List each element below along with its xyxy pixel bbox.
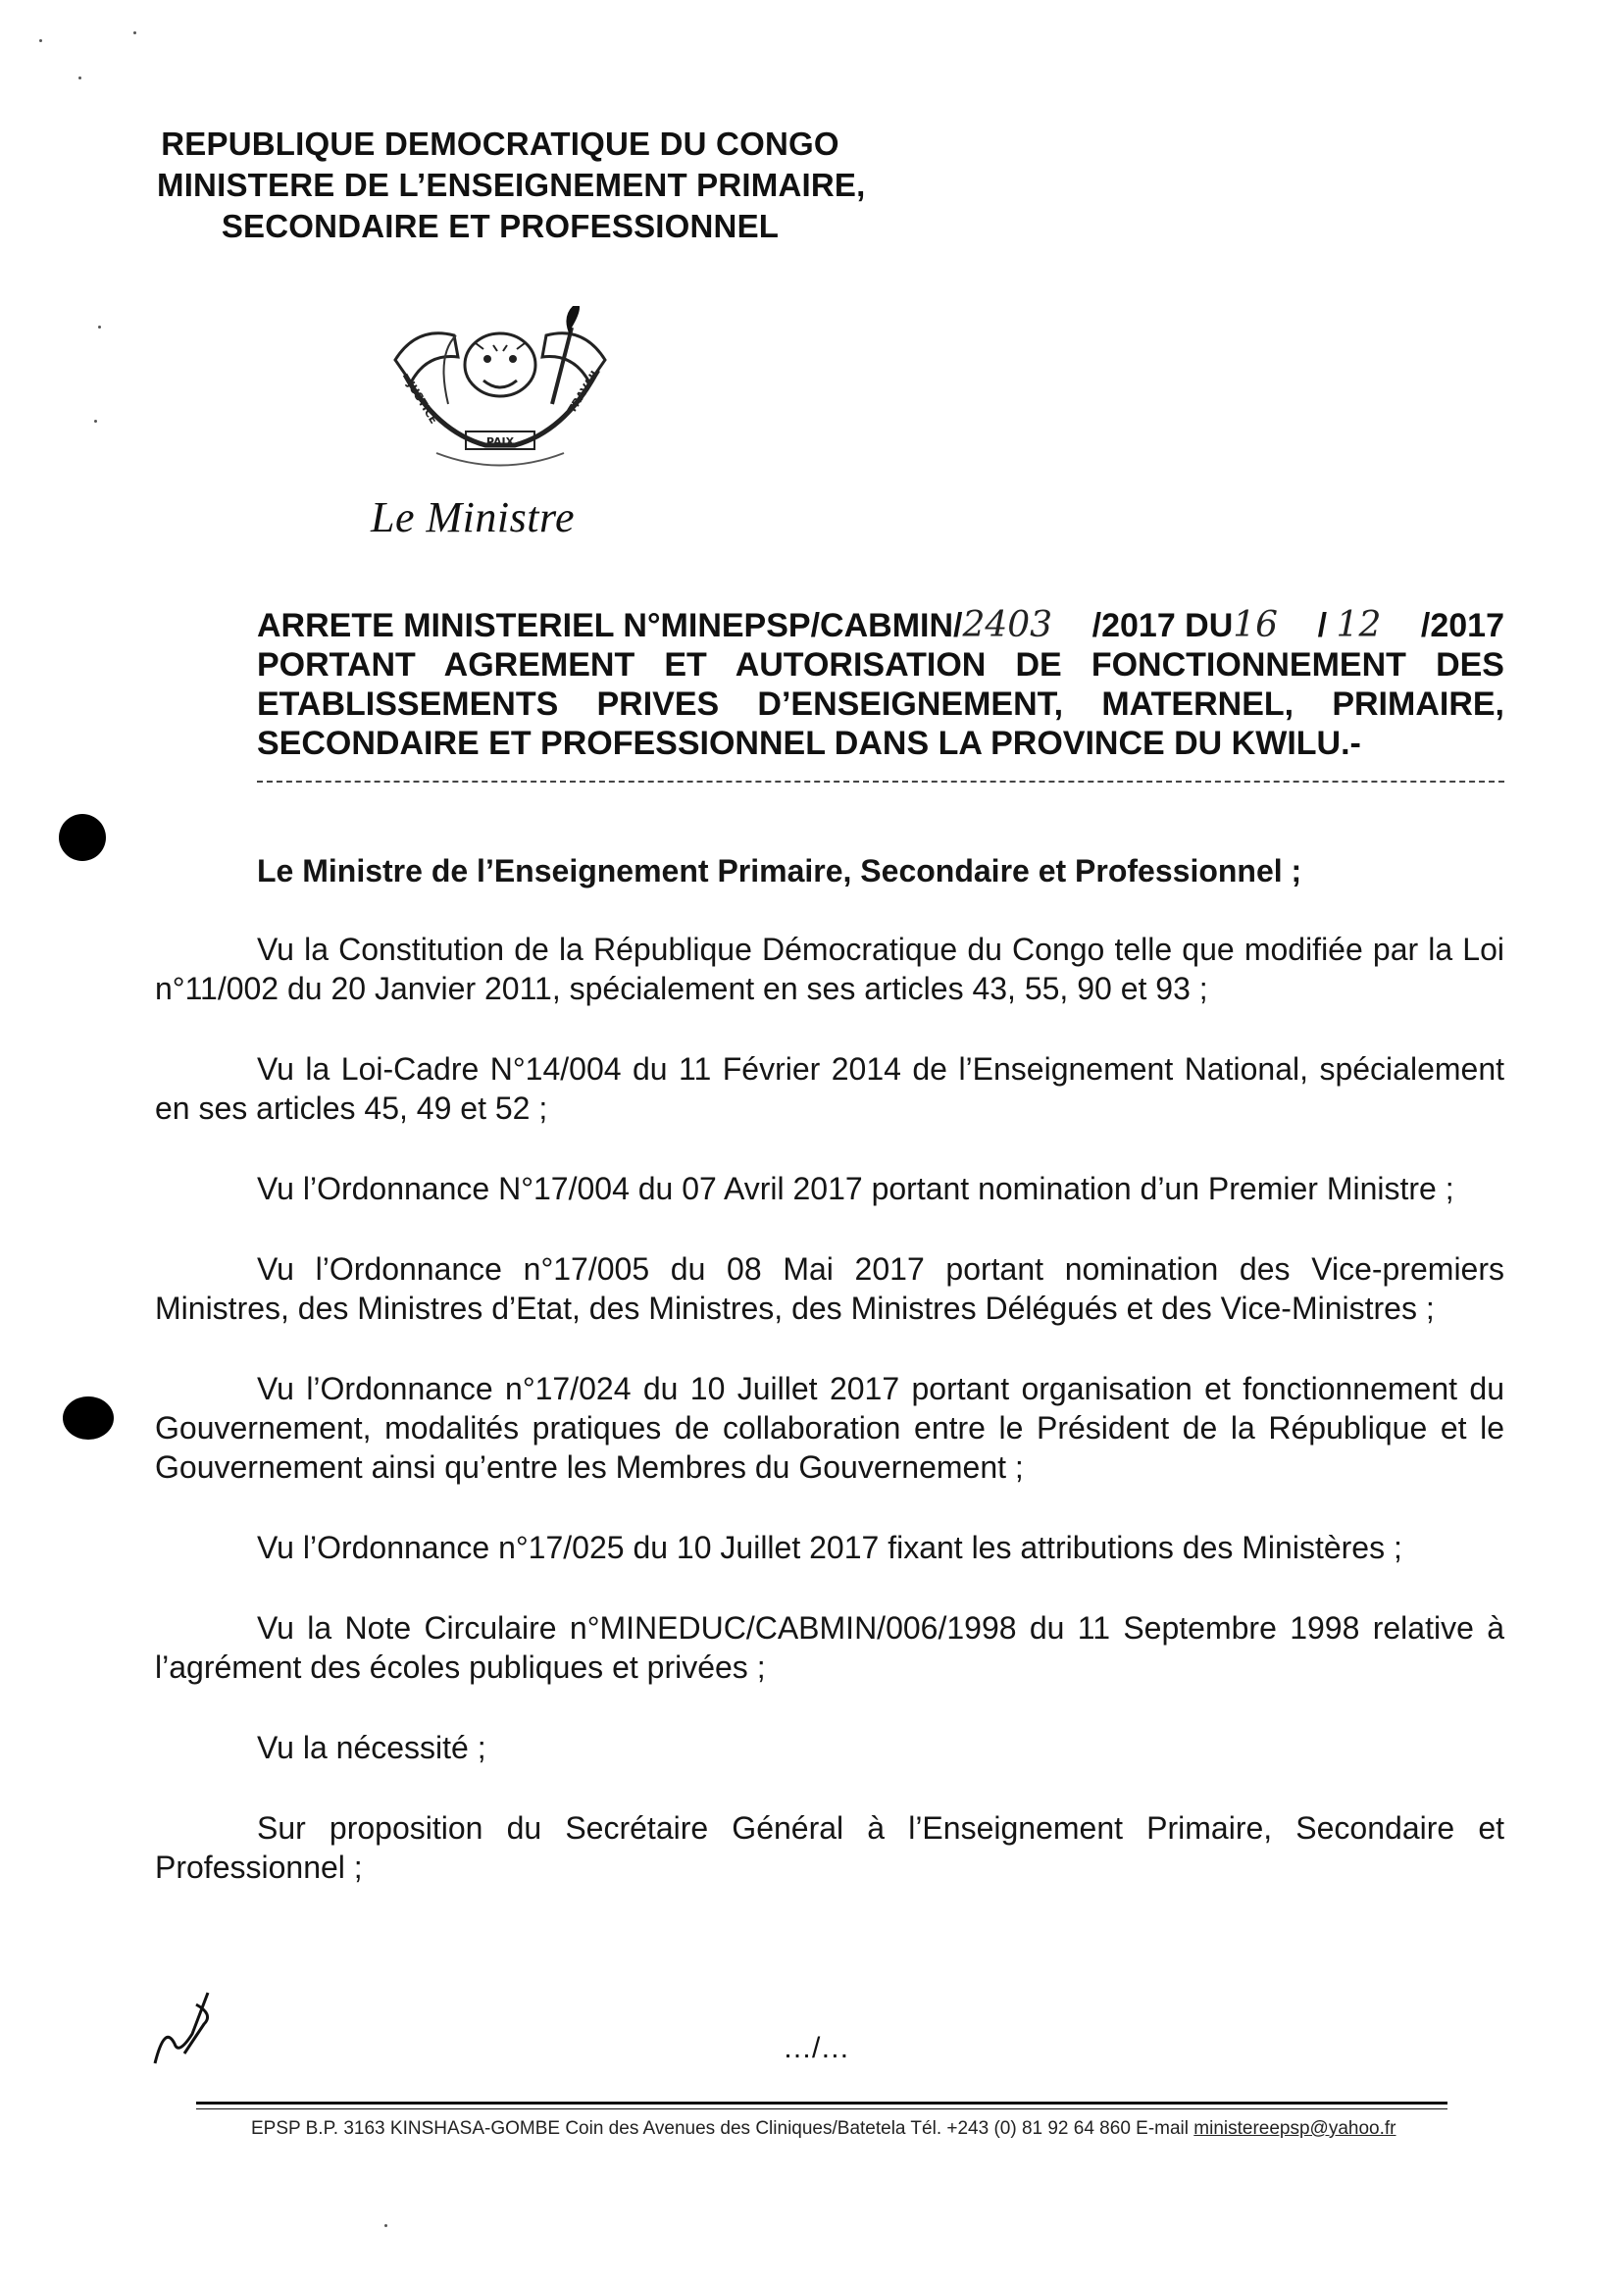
handwritten-month: 12 — [1336, 605, 1382, 645]
decree-subject-line-2: ETABLISSEMENTS PRIVES D’ENSEIGNEMENT, MATERNEL, PRIMAIRE, — [257, 685, 1504, 723]
initials-signature — [145, 1985, 233, 2073]
paragraph: Vu la nécessité ; — [257, 1730, 486, 1765]
scan-speck — [78, 76, 81, 79]
paragraph: Vu la Note Circulaire n°MINEDUC/CABMIN/006/1998 du 11 Septembre 1998 relative à l’agrément des écoles publiques et privées ; — [155, 1610, 1504, 1685]
footer-rule — [196, 2102, 1447, 2105]
footer-address — [251, 2118, 1396, 2140]
decree-sep: / — [1317, 607, 1328, 644]
paragraph: Sur proposition du Secrétaire Général à l’Enseignement Primaire, Secondaire et Professionnel ; — [155, 1810, 1504, 1885]
scan-speck — [384, 2224, 387, 2227]
footer-rule-thin — [196, 2108, 1447, 2109]
paragraph: Vu l’Ordonnance n°17/024 du 10 Juillet 2017 portant organisation et fonctionnement du Gouvernement, modalités pratiques de collaboration entre le Président de la République et le Gouvernement ainsi qu’entre les Membres du Gouvernement ; — [155, 1371, 1504, 1485]
scan-speck — [39, 39, 42, 42]
decree-number-line — [257, 606, 1504, 645]
scan-speck — [133, 31, 136, 34]
punch-hole-mark — [59, 814, 106, 861]
letterhead-ministry: MINISTERE DE L’ENSEIGNEMENT PRIMAIRE, — [157, 167, 866, 203]
paragraph: Vu la Constitution de la République Démocratique du Congo telle que modifiée par la Loi n°11/002 du 20 Janvier 2011, spécialement en ses articles 43, 55, 90 et 93 ; — [155, 932, 1504, 1006]
decree-title — [257, 606, 1504, 763]
decree-subject-line-3: SECONDAIRE ET PROFESSIONNEL DANS LA PROVINCE DU KWILU.- — [257, 725, 1361, 762]
scan-speck — [94, 420, 97, 423]
paragraph: Vu l’Ordonnance N°17/004 du 07 Avril 2017 portant nomination d’un Premier Ministre ; — [257, 1171, 1454, 1206]
letterhead-country: REPUBLIQUE DEMOCRATIQUE DU CONGO — [161, 126, 839, 162]
paragraph: Vu l’Ordonnance n°17/025 du 10 Juillet 2017 fixant les attributions des Ministères ; — [257, 1530, 1402, 1565]
handwritten-number: 2403 — [962, 605, 1053, 645]
decree-year-end: /2017 — [1420, 607, 1504, 644]
dashed-separator — [257, 781, 1504, 783]
handwritten-day: 16 — [1233, 605, 1279, 645]
letterhead-ministry-cont: SECONDAIRE ET PROFESSIONNEL — [221, 208, 780, 244]
decree-prefix: ARRETE MINISTERIEL N°MINEPSP/CABMIN/ — [257, 607, 963, 644]
scan-speck — [98, 326, 101, 329]
decree-date — [1092, 606, 1278, 645]
decree-ref — [257, 606, 1052, 645]
footer-address-text: EPSP B.P. 3163 KINSHASA-GOMBE Coin des Avenues des Cliniques/Batetela Tél. +243 (0) 81 92 64 860 E-mail — [251, 2118, 1194, 2139]
punch-hole-mark — [63, 1396, 114, 1440]
continued-marker: …/… — [783, 2032, 850, 2064]
letterhead — [157, 124, 866, 247]
decree-month-sep — [1318, 606, 1382, 645]
motto-right: TRAVAIL — [565, 366, 603, 416]
footer-email-link[interactable]: ministereepsp@yahoo.fr — [1193, 2118, 1396, 2139]
decree-body — [155, 851, 1504, 1928]
minister-title: Le Ministre — [371, 493, 575, 541]
coat-of-arms-emblem — [378, 306, 623, 487]
preamble-intro: Le Ministre de l’Enseignement Primaire, Secondaire et Professionnel ; — [257, 853, 1302, 888]
decree-year-du: /2017 DU — [1091, 607, 1234, 644]
decree-subject-line-1: PORTANT AGREMENT ET AUTORISATION DE FONCTIONNEMENT DES — [257, 646, 1504, 684]
paragraph: Vu la Loi-Cadre N°14/004 du 11 Février 2014 de l’Enseignement National, spécialement en ses articles 45, 49 et 52 ; — [155, 1051, 1504, 1126]
motto-bottom: PAIX — [485, 435, 515, 448]
motto-left: JUSTICE — [404, 379, 440, 427]
paragraph: Vu l’Ordonnance n°17/005 du 08 Mai 2017 portant nomination des Vice-premiers Ministres, des Ministres d’Etat, des Ministres, des Ministres Délégués et des Vice-Ministres ; — [155, 1251, 1504, 1326]
